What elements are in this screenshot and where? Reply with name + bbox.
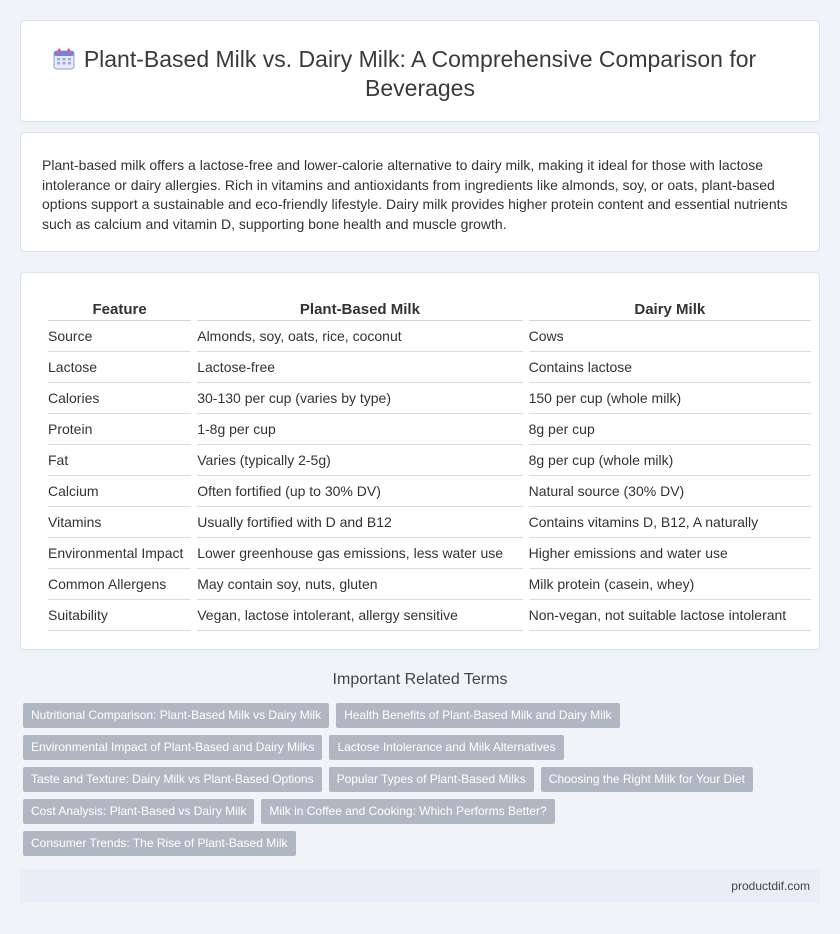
table-row bbox=[48, 569, 811, 600]
related-term-link[interactable]: Consumer Trends: The Rise of Plant-Based Milk bbox=[23, 831, 296, 856]
header-feature: Feature bbox=[48, 295, 191, 321]
table-row bbox=[48, 414, 811, 445]
cell-feature: Calcium bbox=[48, 476, 191, 507]
related-term-link[interactable]: Choosing the Right Milk for Your Diet bbox=[541, 767, 753, 792]
footer-site: productdif.com bbox=[731, 879, 810, 893]
table-row bbox=[48, 445, 811, 476]
related-terms-list bbox=[23, 703, 813, 863]
cell-dairy: Higher emissions and water use bbox=[529, 538, 811, 569]
cell-dairy: Contains lactose bbox=[529, 352, 811, 383]
comparison-table bbox=[42, 295, 817, 631]
cell-plant-based: Varies (typically 2-5g) bbox=[197, 445, 522, 476]
table-row bbox=[48, 538, 811, 569]
header-card bbox=[20, 20, 820, 122]
cell-feature: Environmental Impact bbox=[48, 538, 191, 569]
tag-row bbox=[23, 831, 813, 856]
cell-dairy: Cows bbox=[529, 321, 811, 352]
header-plant-based: Plant-Based Milk bbox=[197, 295, 522, 321]
cell-plant-based: Vegan, lactose intolerant, allergy sensitive bbox=[197, 600, 522, 631]
tag-row bbox=[23, 799, 813, 824]
cell-plant-based: Lower greenhouse gas emissions, less water use bbox=[197, 538, 522, 569]
cell-dairy: 150 per cup (whole milk) bbox=[529, 383, 811, 414]
footer bbox=[20, 869, 820, 903]
intro-card bbox=[20, 132, 820, 252]
related-term-link[interactable]: Popular Types of Plant-Based Milks bbox=[329, 767, 534, 792]
cell-plant-based: Lactose-free bbox=[197, 352, 522, 383]
cell-feature: Source bbox=[48, 321, 191, 352]
cell-feature: Suitability bbox=[48, 600, 191, 631]
table-row bbox=[48, 507, 811, 538]
page-title: Plant-Based Milk vs. Dairy Milk: A Comprehensive Comparison for Beverages bbox=[83, 46, 757, 101]
related-term-link[interactable]: Lactose Intolerance and Milk Alternatives bbox=[329, 735, 563, 760]
header-dairy: Dairy Milk bbox=[529, 295, 811, 321]
related-term-link[interactable]: Cost Analysis: Plant-Based vs Dairy Milk bbox=[23, 799, 254, 824]
cell-dairy: Contains vitamins D, B12, A naturally bbox=[529, 507, 811, 538]
cell-feature: Common Allergens bbox=[48, 569, 191, 600]
table-row bbox=[48, 352, 811, 383]
cell-plant-based: Usually fortified with D and B12 bbox=[197, 507, 522, 538]
cell-plant-based: Often fortified (up to 30% DV) bbox=[197, 476, 522, 507]
related-term-link[interactable]: Milk in Coffee and Cooking: Which Performs Better? bbox=[261, 799, 554, 824]
tag-row bbox=[23, 703, 813, 728]
table-row bbox=[48, 600, 811, 631]
cell-plant-based: Almonds, soy, oats, rice, coconut bbox=[197, 321, 522, 352]
cell-feature: Lactose bbox=[48, 352, 191, 383]
cell-dairy: Natural source (30% DV) bbox=[529, 476, 811, 507]
cell-dairy: 8g per cup bbox=[529, 414, 811, 445]
table-header-row bbox=[48, 295, 811, 321]
table-row bbox=[48, 476, 811, 507]
cell-feature: Fat bbox=[48, 445, 191, 476]
tag-row bbox=[23, 767, 813, 792]
related-term-link[interactable]: Health Benefits of Plant-Based Milk and Dairy Milk bbox=[336, 703, 619, 728]
cell-dairy: Milk protein (casein, whey) bbox=[529, 569, 811, 600]
cell-plant-based: 30-130 per cup (varies by type) bbox=[197, 383, 522, 414]
cell-plant-based: May contain soy, nuts, gluten bbox=[197, 569, 522, 600]
cell-dairy: 8g per cup (whole milk) bbox=[529, 445, 811, 476]
tag-row bbox=[23, 735, 813, 760]
related-term-link[interactable]: Environmental Impact of Plant-Based and Dairy Milks bbox=[23, 735, 322, 760]
table-row bbox=[48, 383, 811, 414]
cell-feature: Calories bbox=[48, 383, 191, 414]
table-row bbox=[48, 321, 811, 352]
comparison-table-card bbox=[20, 272, 820, 650]
cell-feature: Protein bbox=[48, 414, 191, 445]
cell-dairy: Non-vegan, not suitable lactose intolerant bbox=[529, 600, 811, 631]
cell-plant-based: 1-8g per cup bbox=[197, 414, 522, 445]
intro-paragraph: Plant-based milk offers a lactose-free and lower-calorie alternative to dairy milk, making it ideal for those with lactose intolerance or dairy allergies. Rich in vitamins and antioxidants from ingredients like almonds, soy, or oats, plant-based options support a sustainable and eco-friendly lifestyle. Dairy milk provides higher protein content and essential nutrients such as calcium and vitamin D, supporting bone health and muscle growth. bbox=[42, 157, 788, 232]
related-term-link[interactable]: Nutritional Comparison: Plant-Based Milk vs Dairy Milk bbox=[23, 703, 329, 728]
related-term-link[interactable]: Taste and Texture: Dairy Milk vs Plant-Based Options bbox=[23, 767, 322, 792]
related-terms-title: Important Related Terms bbox=[332, 671, 508, 688]
cell-feature: Vitamins bbox=[48, 507, 191, 538]
